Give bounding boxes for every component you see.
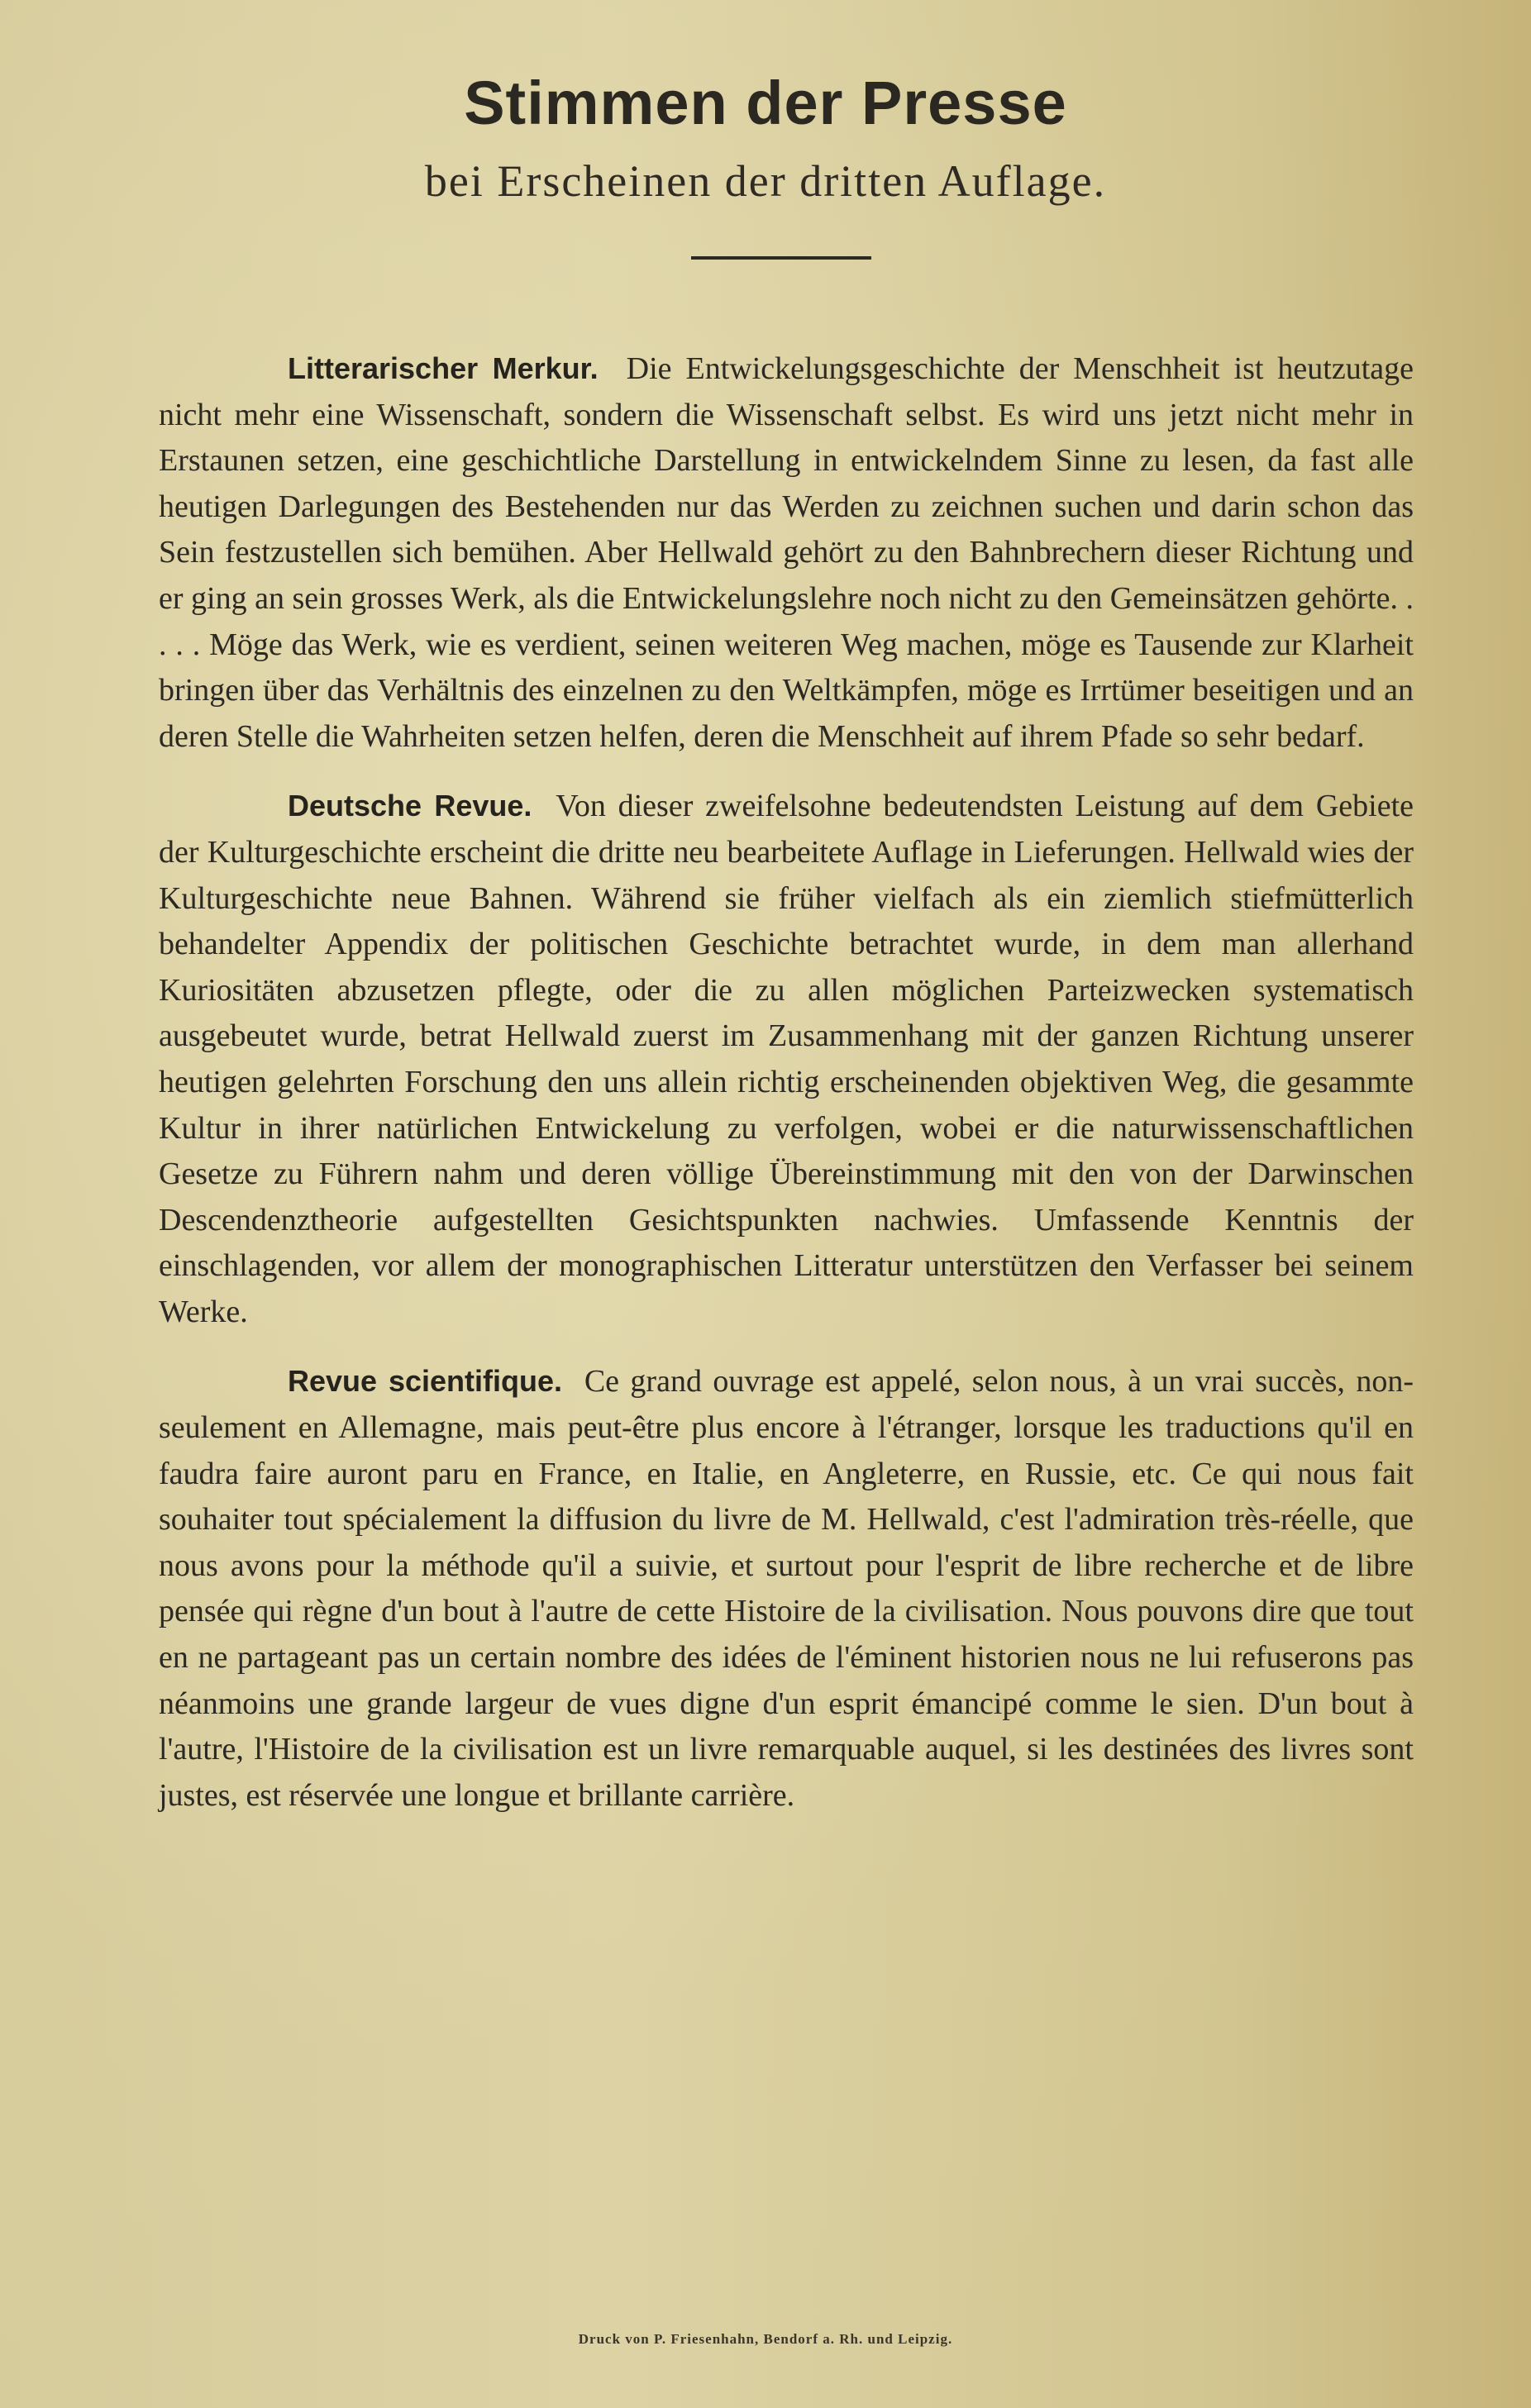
review-source: Deutsche Revue. <box>288 789 532 823</box>
reviews-body <box>159 346 1414 1842</box>
page-subtitle: bei Erscheinen der dritten Auflage. <box>424 156 1107 206</box>
title-divider <box>691 256 871 260</box>
review-deutsche-revue <box>159 783 1414 1335</box>
page-title: Stimmen der Presse <box>464 69 1067 137</box>
review-source: Litterarischer Merkur. <box>288 351 599 385</box>
review-text: Die Entwickelungsgeschichte der Menschheit ist heutzutage nicht mehr eine Wissenschaft, sondern die Wissenschaft selbst. Es wird uns jetzt nicht mehr in Erstaunen setzen, eine geschichtliche Darstellung in entwickelndem Sinne zu lesen, da fast alle heutigen Darlegungen des Bestehenden nur das Werden zu zeichnen suchen und darin schon das Sein festzustellen sich bemühen. Aber Hellwald gehört zu den Bahnbrechern dieser Richtung und er ging an sein grosses Werk, als die Entwickelungslehre noch nicht zu den Gemeinsätzen gehörte. . . . . Möge das Werk, wie es verdient, seinen weiteren Weg machen, möge es Tausende zur Klarheit bringen über das Verhältnis des einzelnen zu den Weltkämpfen, möge es Irrtümer beseitigen und an deren Stelle die Wahrheiten setzen helfen, deren die Menschheit auf ihrem Pfade so sehr bedarf. <box>159 351 1414 754</box>
review-text: Ce grand ouvrage est appelé, selon nous, à un vrai succès, non-seulement en Allemagne, mais peut-être plus encore à l'étranger, lorsque les traductions qu'il en faudra faire auront paru en France, en Italie, en Angleterre, en Russie, etc. Ce qui nous fait souhaiter tout spécialement la diffusion du livre de M. Hellwald, c'est l'admiration très-réelle, que nous avons pour la méthode qu'il a suivie, et surtout pour l'esprit de libre recherche et de libre pensée qui règne d'un bout à l'autre de cette Histoire de la civilisation. Nous pouvons dire que tout en ne partageant pas un certain nombre des idées de l'éminent historien nous ne lui refuserons pas néanmoins une grande largeur de vues digne d'un esprit émancipé comme le sien. D'un bout à l'autre, l'Histoire de la civilisation est un livre remarquable auquel, si les destinées des livres sont justes, est réservée une longue et brillante carrière. <box>159 1364 1414 1813</box>
review-source: Revue scientifique. <box>288 1364 562 1399</box>
review-text: Von dieser zweifelsohne bedeutendsten Leistung auf dem Gebiete der Kulturgeschichte erscheint die dritte neu bearbeitete Auflage in Lieferungen. Hellwald wies der Kulturgeschichte neue Bahnen. Während sie früher vielfach als ein ziemlich stiefmütterlich behandelter Appendix der politischen Geschichte betrachtet wurde, in dem man allerhand Kuriositäten abzusetzen pflegte, oder die zu allen möglichen Parteizwecken systematisch ausgebeutet wurde, betrat Hellwald zuerst im Zusammenhang mit der ganzen Richtung unserer heutigen gelehrten Forschung den uns allein richtig erscheinenden objektiven Weg, die gesammte Kultur in ihrer natürlichen Entwickelung zu verfolgen, wobei er die naturwissenschaftlichen Gesetze zu Führern nahm und deren völlige Übereinstimmung mit den von der Darwinschen Descendenztheorie aufgestellten Gesichtspunkten nachwies. Umfassende Kenntnis der einschlagenden, vor allem der monographischen Litteratur unterstützen den Verfasser bei seinem Werke. <box>159 789 1414 1329</box>
printer-imprint: Druck von P. Friesenhahn, Bendorf a. Rh. und Leipzig. <box>578 2331 953 2347</box>
review-litterarischer-merkur <box>159 346 1414 760</box>
review-revue-scientifique <box>159 1358 1414 1819</box>
